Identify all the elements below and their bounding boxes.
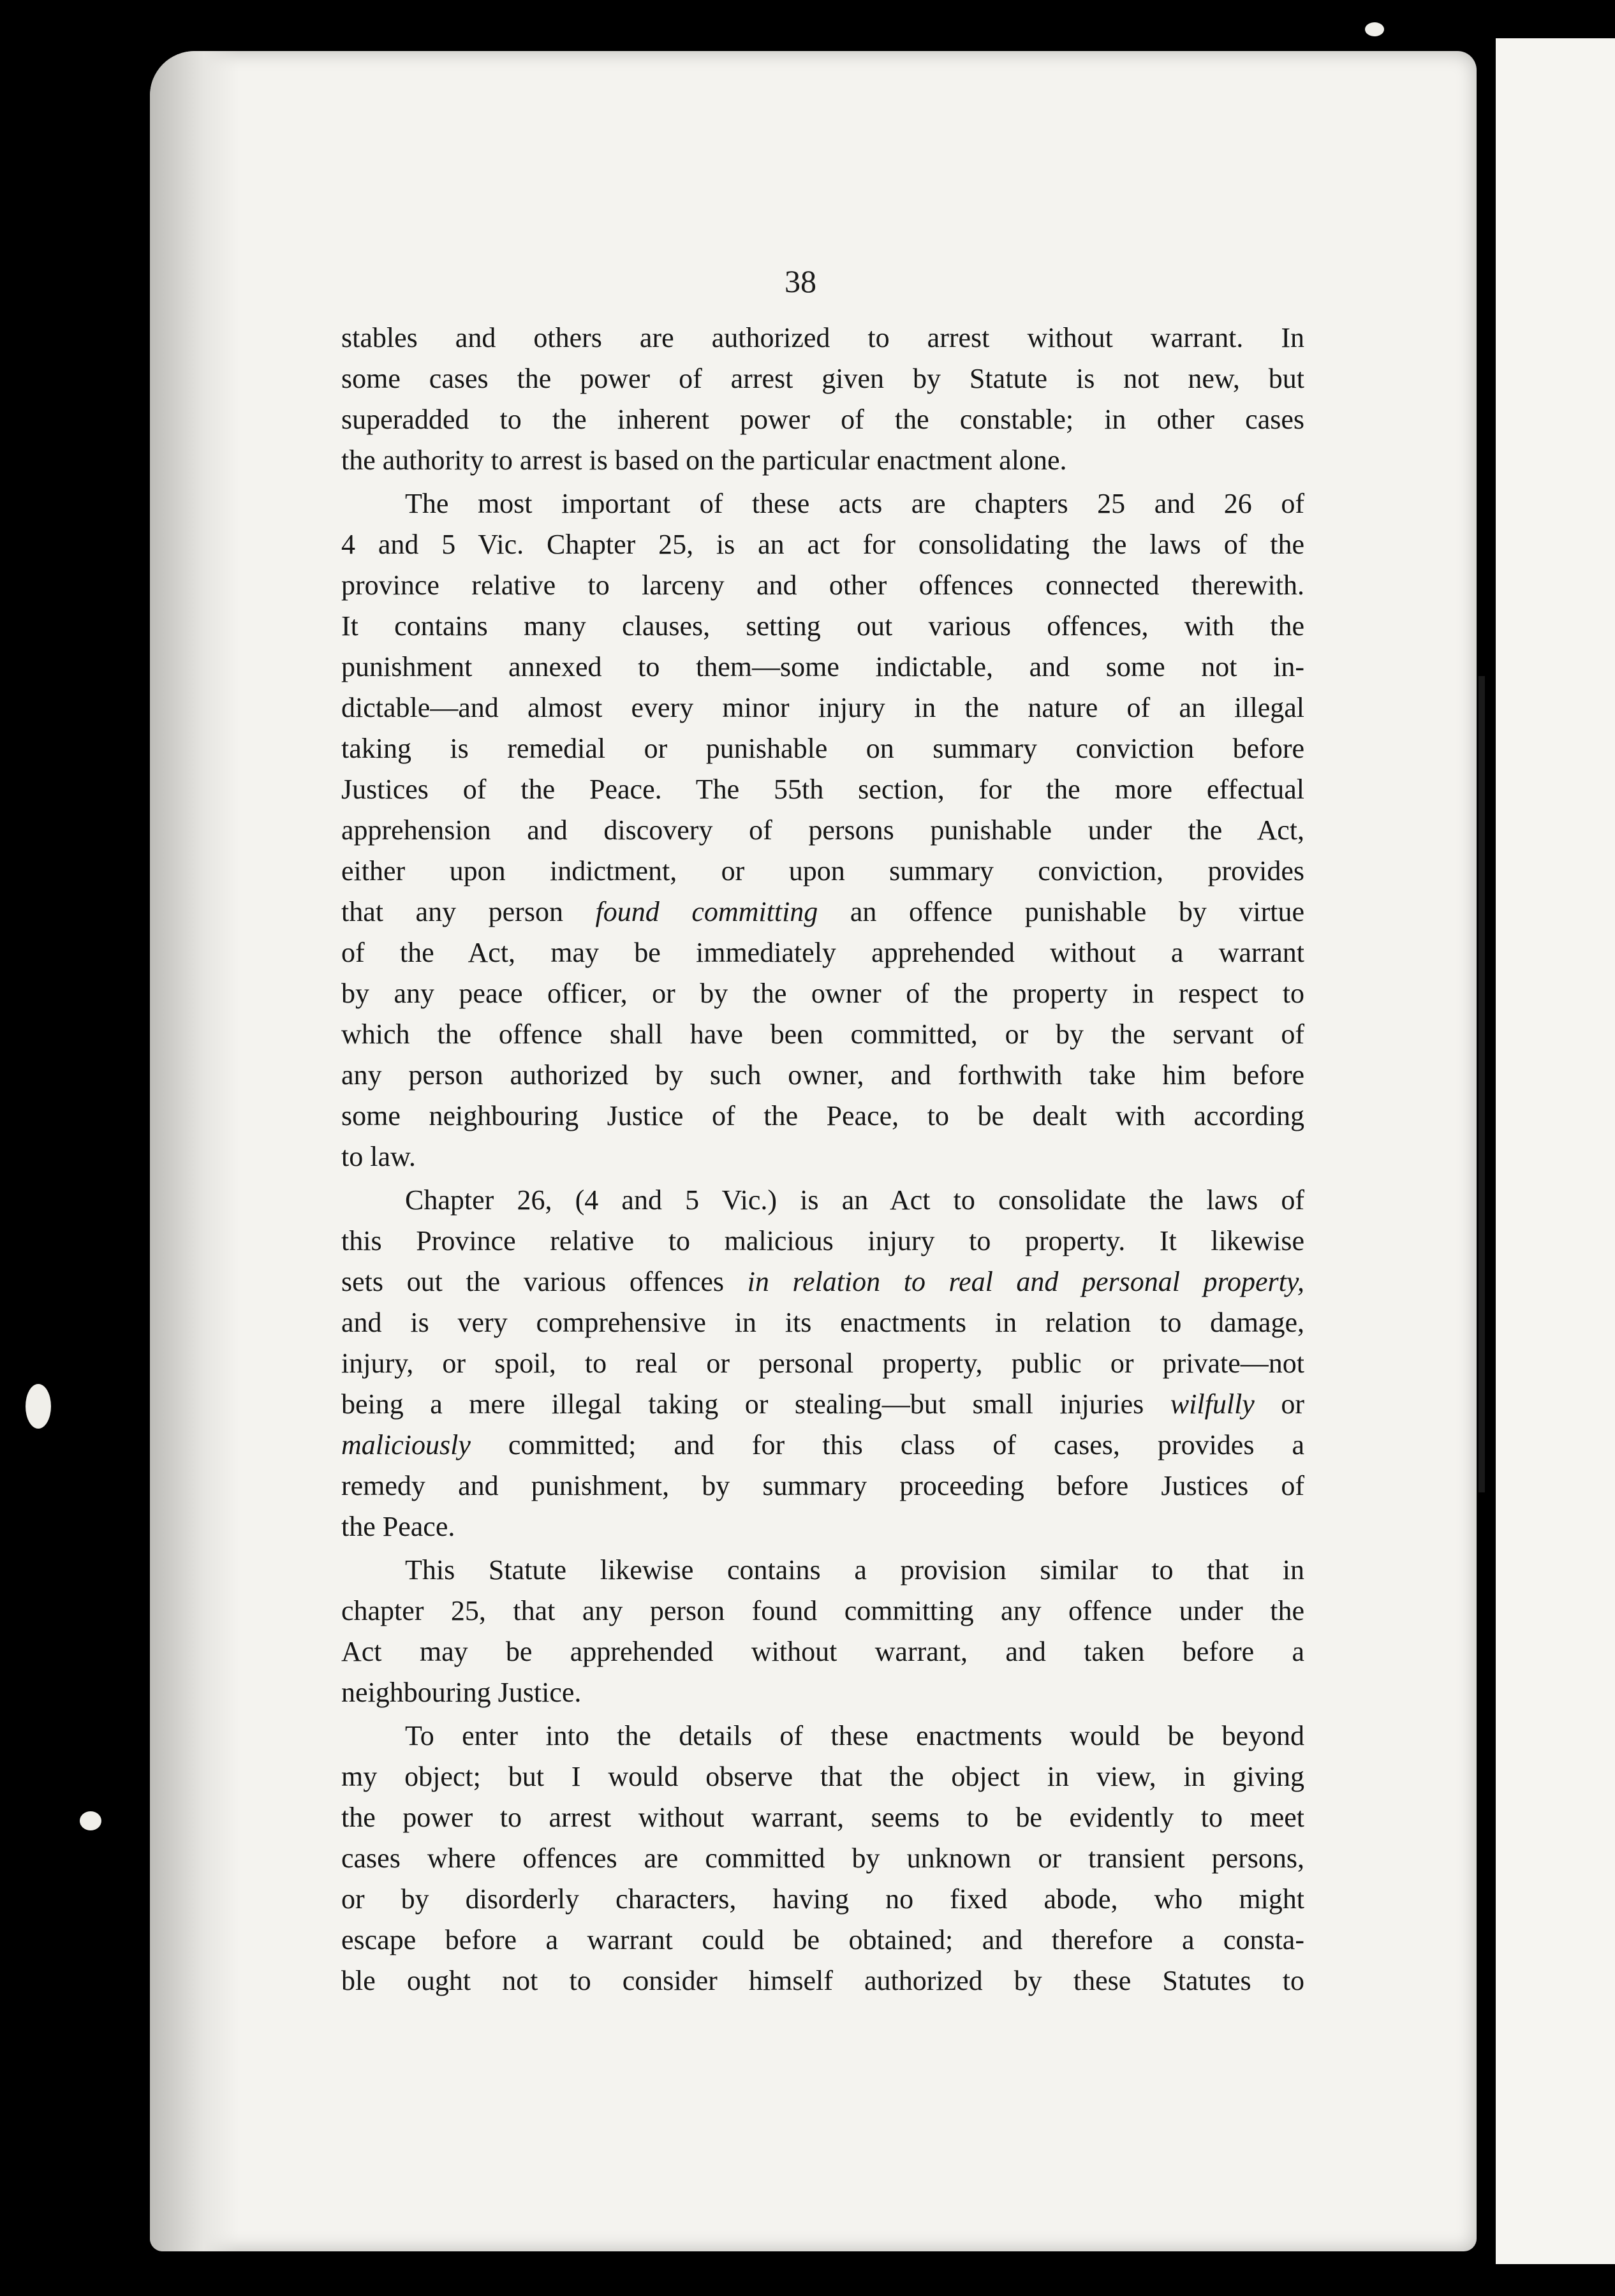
paragraph-2 [341,483,1304,1177]
text-line: the power to arrest without warrant, seems to be evidently to meet [341,1802,1304,1833]
text-line: injury, or spoil, to real or personal property, public or private—not [341,1348,1304,1379]
text-segment: committed; and for this class of cases, provides a [508,1429,1304,1461]
text-line: cases where offences are committed by unknown or transient persons, [341,1843,1304,1874]
text-line: 4 and 5 Vic. Chapter 25, is an act for consolidating the laws of the [341,529,1304,560]
text-line: the authority to arrest is based on the particular enactment alone. [341,445,1067,476]
text-line: of the Act, may be immediately apprehended without a warrant [341,937,1304,968]
text-segment: being a mere illegal taking or stealing—but small injuries [341,1388,1144,1420]
text-line: Justices of the Peace. The 55th section, for the more effectual [341,774,1304,805]
text-line: either upon indictment, or upon summary conviction, provides [341,855,1304,887]
text-segment: an offence punishable by virtue [850,896,1305,927]
page-gutter-shadow [150,51,239,2251]
text-line: and is very comprehensive in its enactments in relation to damage, [341,1307,1304,1338]
text-line: It contains many clauses, setting out various offences, with the [341,610,1304,642]
page-body-text [341,318,1304,2001]
text-line: province relative to larceny and other offences connected therewith. [341,570,1304,601]
italic-word: wilfully [1170,1388,1255,1420]
page-number: 38 [785,263,816,299]
italic-phrase: found committing [595,896,818,927]
text-line: to law. [341,1141,416,1172]
margin-speck [26,1384,51,1429]
adjacent-page-edge [1496,38,1615,2264]
text-line: The most important of these acts are chapters 25 and 26 of [405,488,1304,519]
text-line-with-italic [341,1425,1304,1466]
text-line: this Province relative to malicious injury to property. It likewise [341,1225,1304,1256]
text-line: To enter into the details of these enactments would be beyond [405,1720,1304,1751]
text-line: which the offence shall have been committed, or by the servant of [341,1019,1304,1050]
text-line: or by disorderly characters, having no fixed abode, who might [341,1883,1304,1915]
text-line: dictable—and almost every minor injury in the nature of an illegal [341,692,1304,723]
paragraph-5 [341,1716,1304,2001]
text-line: taking is remedial or punishable on summary conviction before [341,733,1304,764]
text-line: escape before a warrant could be obtained; and therefore a consta- [341,1924,1304,1955]
italic-word: maliciously [341,1429,471,1461]
text-line: neighbouring Justice. [341,1677,582,1708]
text-segment: that any person [341,896,563,927]
text-line: chapter 25, that any person found committing any offence under the [341,1595,1304,1626]
margin-speck [1365,22,1384,36]
text-line: some cases the power of arrest given by Statute is not new, but [341,363,1304,394]
text-line: This Statute likewise contains a provision similar to that in [405,1554,1304,1586]
text-segment: sets out the various offences [341,1266,725,1297]
text-line-with-italic [341,1262,1304,1302]
text-line-with-italic [341,1384,1304,1425]
paragraph-1 [341,318,1304,481]
text-line: Act may be apprehended without warrant, and taken before a [341,1636,1304,1667]
paragraph-3 [341,1180,1304,1547]
margin-speck [80,1811,101,1830]
text-line: ble ought not to consider himself authorized by these Statutes to [341,1965,1304,1996]
text-line: Chapter 26, (4 and 5 Vic.) is an Act to consolidate the laws of [405,1184,1304,1216]
text-line: the Peace. [341,1511,455,1542]
text-line: stables and others are authorized to arrest without warrant. In [341,322,1304,353]
text-line: any person authorized by such owner, and forthwith take him before [341,1059,1304,1091]
text-line: apprehension and discovery of persons punishable under the Act, [341,814,1304,846]
text-line: punishment annexed to them—some indictable, and some not in- [341,651,1304,682]
text-line: remedy and punishment, by summary proceeding before Justices of [341,1470,1304,1501]
text-line: superadded to the inherent power of the constable; in other cases [341,404,1304,435]
text-line: some neighbouring Justice of the Peace, to be dealt with according [341,1100,1304,1131]
text-line: my object; but I would observe that the object in view, in giving [341,1761,1304,1792]
paragraph-4 [341,1550,1304,1713]
text-line: by any peace officer, or by the owner of the property in respect to [341,978,1304,1009]
text-segment: or [1281,1388,1304,1420]
italic-phrase: in relation to real and personal property, [747,1266,1305,1297]
text-line-with-italic [341,892,1304,932]
page-fold-line [1479,676,1485,1492]
